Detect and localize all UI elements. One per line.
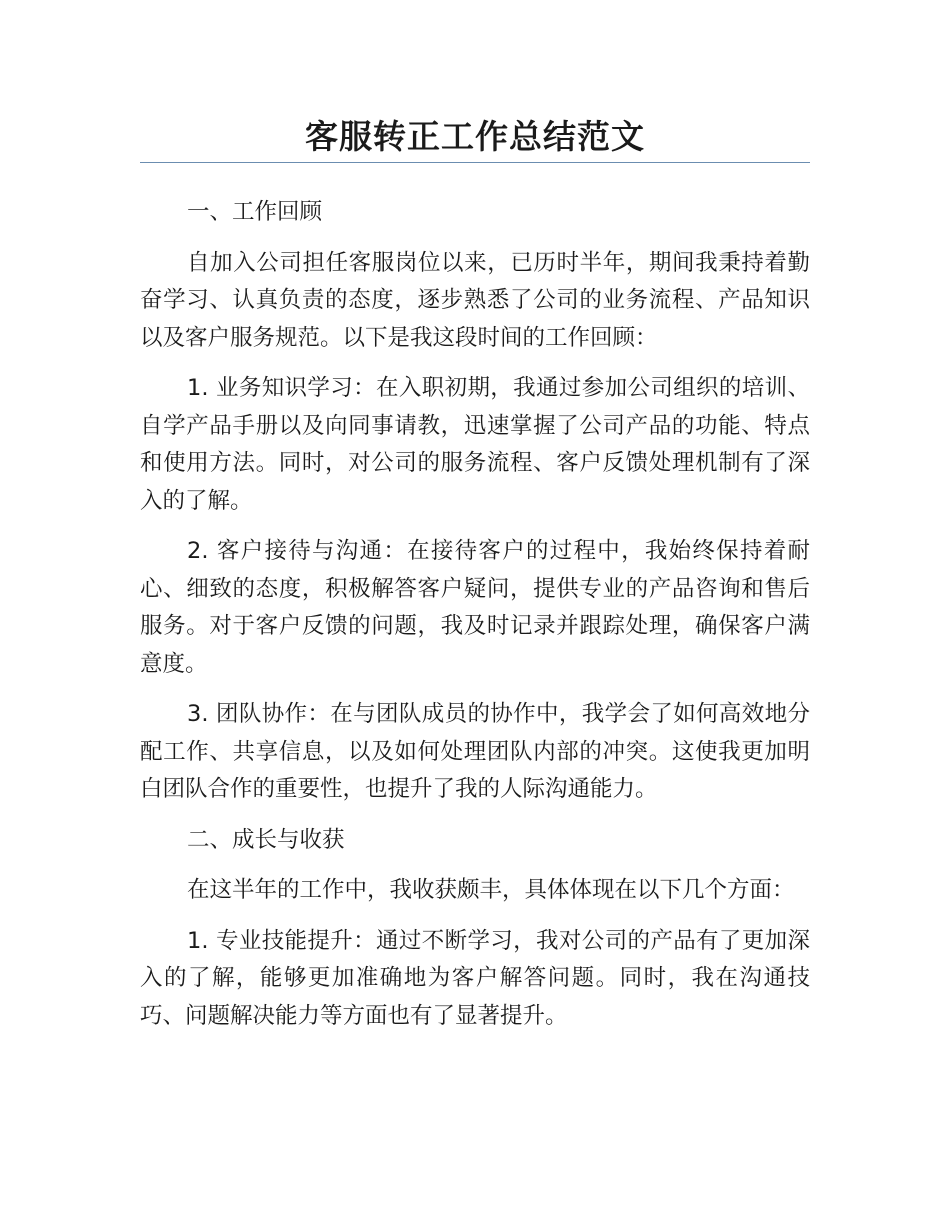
paragraph-item-2: 2. 客户接待与沟通：在接待客户的过程中，我始终保持着耐心、细致的态度，积极解答客户疑问，提供专业的产品咨询和售后服务。对于客户反馈的问题，我及时记录并跟踪处理，确保客户满意度。 bbox=[140, 538, 810, 677]
paragraph-item-1: 1. 业务知识学习：在入职初期，我通过参加公司组织的培训、自学产品手册以及向同事请教，迅速掌握了公司产品的功能、特点和使用方法。同时，对公司的服务流程、客户反馈处理机制有了深入的了解。 bbox=[140, 375, 810, 514]
document-title: 客服转正工作总结范文 bbox=[305, 117, 645, 156]
paragraph-growth-item-1: 1. 专业技能提升：通过不断学习，我对公司的产品有了更加深入的了解，能够更加准确地为客户解答问题。同时，我在沟通技巧、问题解决能力等方面也有了显著提升。 bbox=[140, 927, 810, 1029]
section-heading-review: 一、工作回顾 bbox=[187, 199, 323, 225]
paragraph-item-3: 3. 团队协作：在与团队成员的协作中，我学会了如何高效地分配工作、共享信息，以及如何处理团队内部的冲突。这使我更加明白团队合作的重要性，也提升了我的人际沟通能力。 bbox=[140, 701, 810, 802]
section-heading-growth: 二、成长与收获 bbox=[187, 826, 345, 853]
title-underline bbox=[140, 162, 810, 163]
paragraph-intro: 自加入公司担任客服岗位以来，已历时半年，期间我秉持着勤奋学习、认真负责的态度，逐步熟悉了公司的业务流程、产品知识以及客户服务规范。以下是我这段时间的工作回顾： bbox=[140, 249, 810, 351]
document-body bbox=[140, 194, 810, 1048]
paragraph-growth-intro: 在这半年的工作中，我收获颇丰，具体体现在以下几个方面： bbox=[187, 877, 795, 903]
